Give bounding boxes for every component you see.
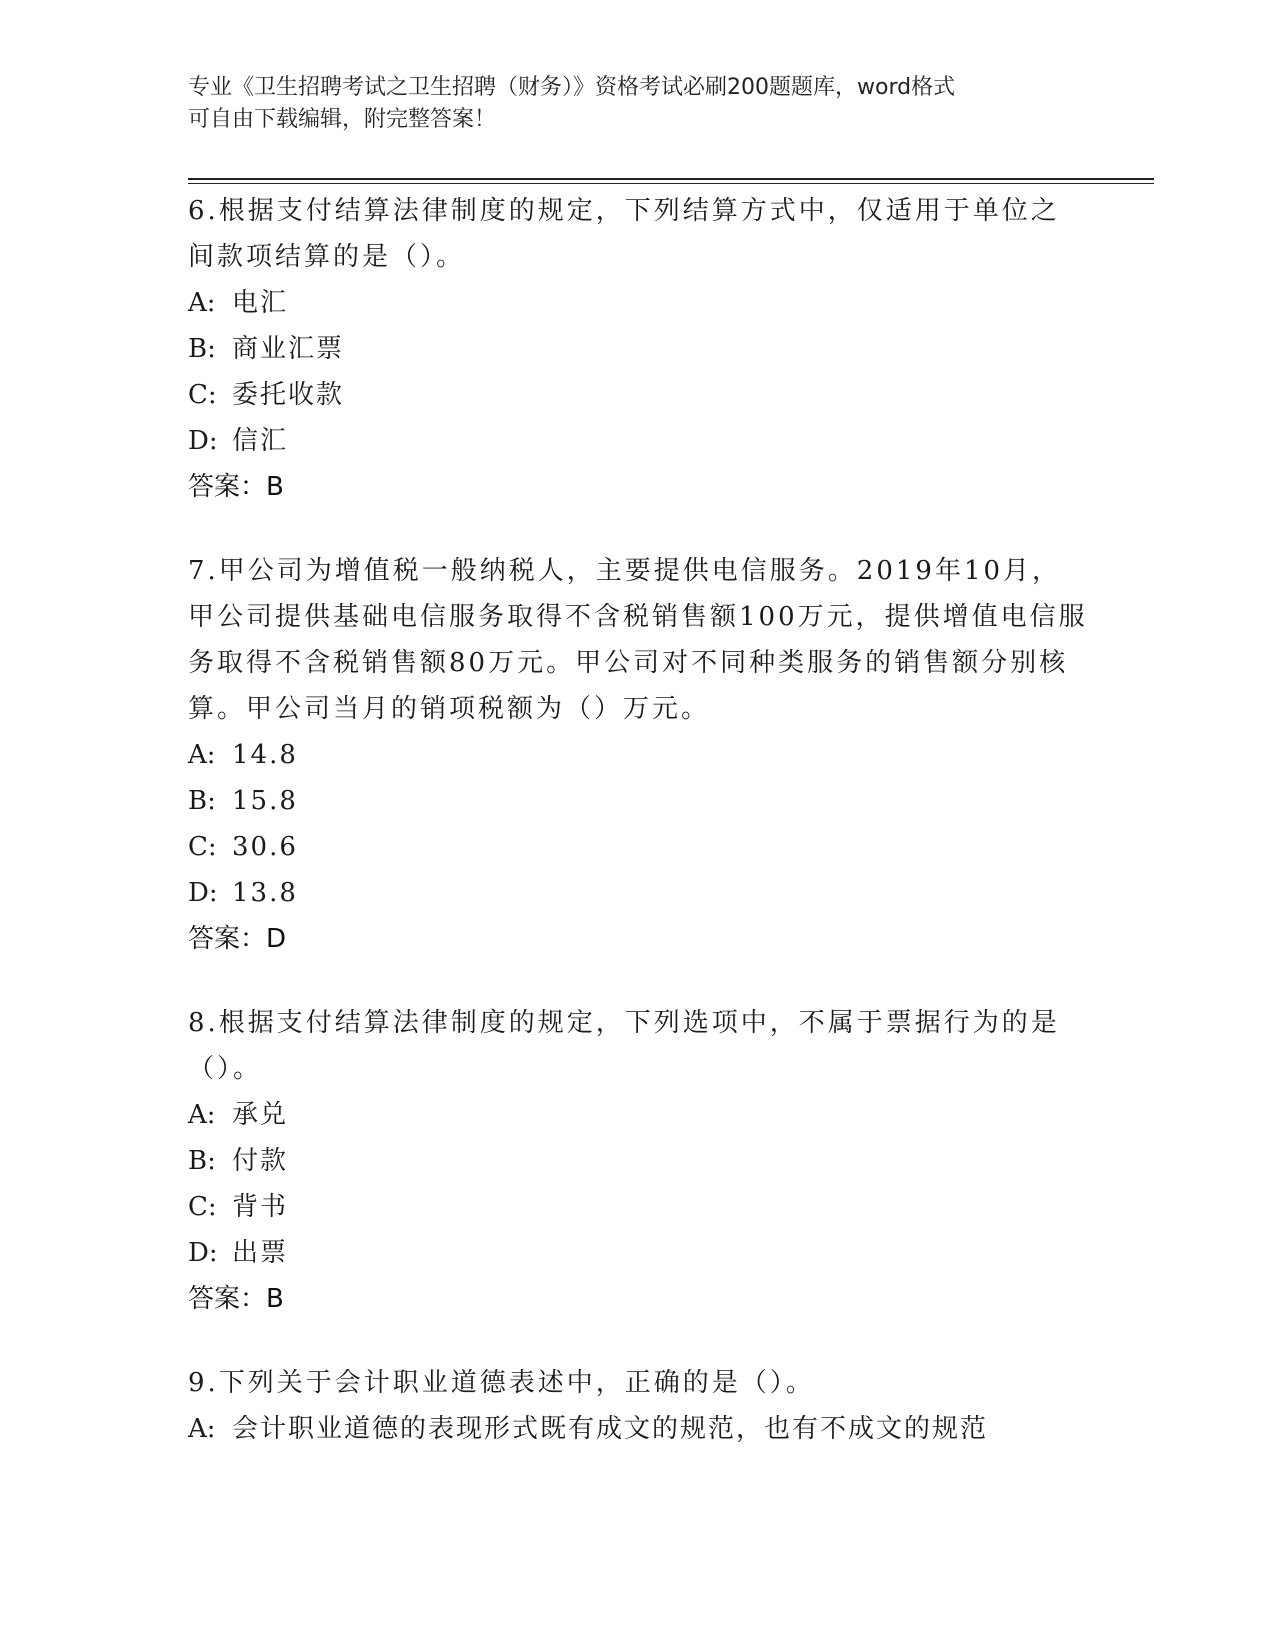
- header-line-1: 专业《卫生招聘考试之卫生招聘（财务）》资格考试必刷200题题库，word格式: [188, 75, 956, 100]
- question-list: [188, 188, 1088, 1490]
- option-c: [188, 1184, 1088, 1230]
- option-letter: B:: [188, 334, 216, 364]
- question-text: 8.根据支付结算法律制度的规定，下列选项中，不属于票据行为的是（）。: [188, 1008, 1060, 1084]
- option-text: 15.8: [232, 786, 298, 816]
- question-text: 9.下列关于会计职业道德表述中，正确的是（）。: [188, 1368, 815, 1398]
- header-line-2: 可自由下载编辑，附完整答案！: [188, 107, 497, 132]
- option-text: 电汇: [232, 288, 289, 318]
- option-letter: B:: [188, 1146, 216, 1176]
- option-letter: A:: [188, 288, 216, 318]
- option-text: 承兑: [232, 1100, 289, 1130]
- option-text: 商业汇票: [232, 334, 345, 364]
- option-a: [188, 280, 1088, 326]
- option-letter: A:: [188, 1100, 216, 1130]
- option-letter: C:: [188, 832, 217, 862]
- option-b: [188, 1138, 1088, 1184]
- option-b: [188, 326, 1088, 372]
- document-header: [188, 72, 1088, 136]
- option-letter: A:: [188, 1414, 216, 1444]
- option-text: 会计职业道德的表现形式既有成文的规范，也有不成文的规范: [232, 1414, 989, 1444]
- header-divider-thick: [188, 178, 1154, 180]
- option-text: 委托收款: [232, 380, 345, 410]
- option-b: [188, 778, 1088, 824]
- question-text: 7.甲公司为增值税一般纳税人，主要提供电信服务。2019年10月，甲公司提供基础电信服务取得不含税销售额100万元，提供增值电信服务取得不含税销售额80万元。甲公司对不同种类服务的销售额分别核算。甲公司当月的销项税额为（）万元。: [188, 556, 1088, 724]
- option-d: [188, 870, 1088, 916]
- option-letter: B:: [188, 786, 216, 816]
- question-8: [188, 1000, 1088, 1322]
- option-a: [188, 1092, 1088, 1138]
- option-text: 出票: [232, 1238, 289, 1268]
- answer-key: 答案：D: [188, 924, 287, 954]
- option-d: [188, 1230, 1088, 1276]
- option-c: [188, 372, 1088, 418]
- answer-key: 答案：B: [188, 1284, 284, 1314]
- question-6: [188, 188, 1088, 510]
- option-text: 13.8: [232, 878, 298, 908]
- option-text: 30.6: [232, 832, 298, 862]
- option-letter: A:: [188, 740, 216, 770]
- option-a: [188, 1406, 1088, 1452]
- answer-key: 答案：B: [188, 472, 284, 502]
- option-text: 背书: [232, 1192, 289, 1222]
- option-c: [188, 824, 1088, 870]
- option-letter: C:: [188, 1192, 217, 1222]
- option-text: 付款: [232, 1146, 289, 1176]
- option-text: 14.8: [232, 740, 298, 770]
- question-9: [188, 1360, 1088, 1452]
- option-letter: D:: [188, 1238, 218, 1268]
- question-7: [188, 548, 1088, 962]
- question-text: 6.根据支付结算法律制度的规定，下列结算方式中，仅适用于单位之间款项结算的是（）。: [188, 196, 1060, 272]
- option-letter: D:: [188, 426, 218, 456]
- option-text: 信汇: [232, 426, 289, 456]
- header-divider-thin: [188, 183, 1154, 184]
- option-letter: D:: [188, 878, 218, 908]
- option-a: [188, 732, 1088, 778]
- option-d: [188, 418, 1088, 464]
- option-letter: C:: [188, 380, 217, 410]
